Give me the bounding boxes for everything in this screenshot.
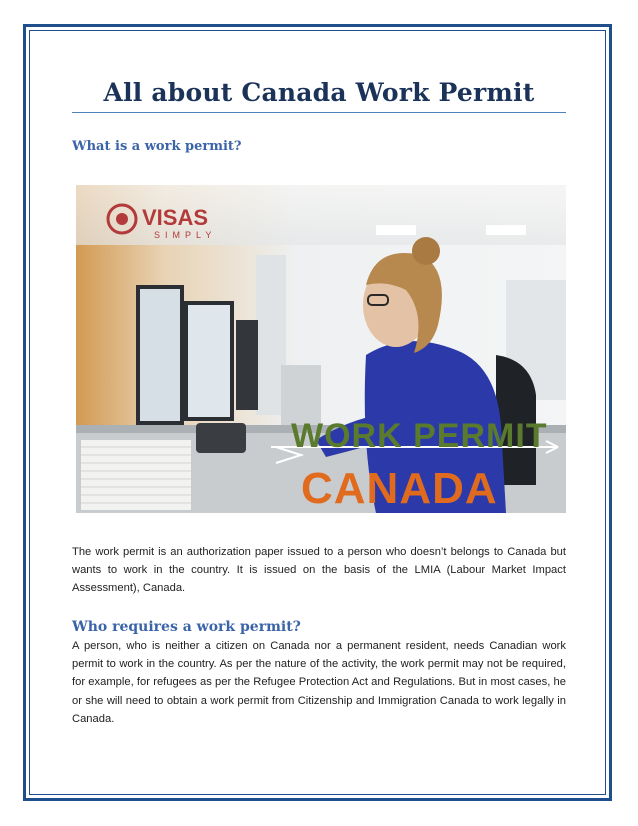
logo-subtext: SIMPLY: [154, 230, 217, 240]
section-heading-what-is: What is a work permit?: [72, 139, 242, 154]
section-heading-who-requires: Who requires a work permit?: [72, 619, 301, 635]
title-underline: [72, 112, 566, 113]
paragraph-who-requires: A person, who is neither a citizen on Canada nor a permanent resident, needs Canadian work permit to work in the country. As per the nature of the activity, the work permit may not be required, for example, for refugees as per the Refugee Protection Act and Regulations. But in most cases, he or she will need to obtain a work permit from Citizenship and Immigration Canada to work legally in Canada.: [72, 640, 566, 725]
page-title: All about Canada Work Permit: [103, 78, 535, 107]
paragraph-what-is: The work permit is an authorization paper issued to a person who doesn’t belongs to Canada but wants to work in the country. It is issued on the basis of the LMIA (Labour Market Impact Assessment), Canada.: [72, 546, 566, 595]
hero-image: [76, 185, 566, 513]
logo-text: VISAS: [142, 205, 209, 230]
overlay-work-permit: WORK PERMIT: [291, 417, 548, 455]
overlay-canada: CANADA: [301, 464, 498, 513]
